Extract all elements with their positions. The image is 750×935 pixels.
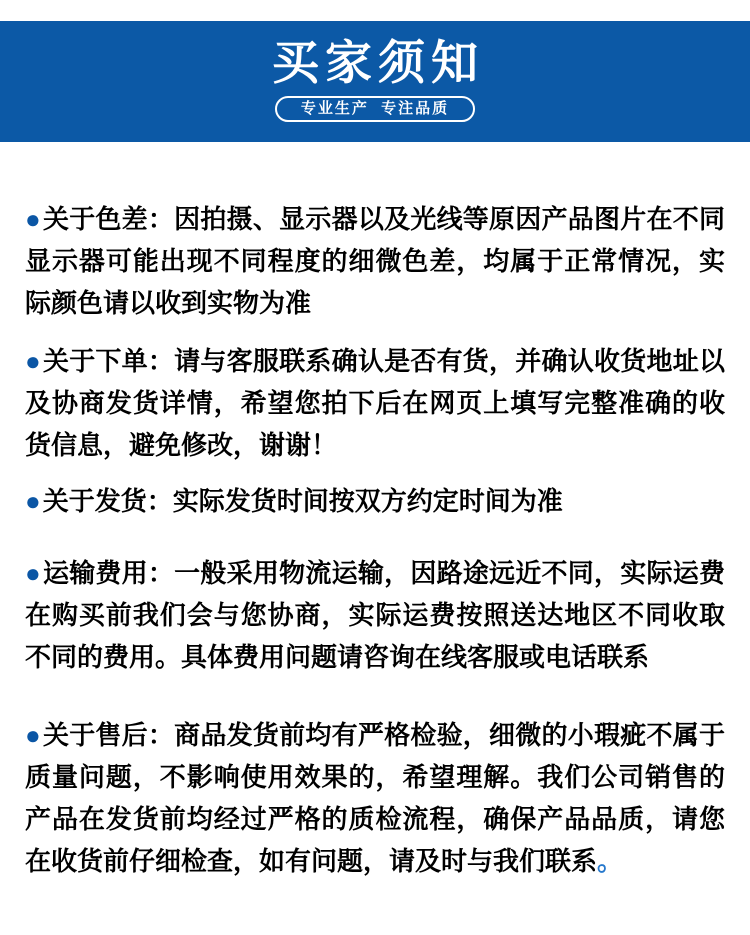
notice-text: 关于下单：请与客服联系确认是否有货，并确认收货地址以及协商发货详情，希望您拍下后在网页上填写完整准确的收货信息，避免修改，谢谢！ xyxy=(25,346,725,460)
header-banner xyxy=(0,21,750,142)
tagline-pill xyxy=(275,96,475,122)
notice-list xyxy=(0,198,750,882)
notice-item-shipping-time xyxy=(25,480,725,522)
notice-text: 关于色差：因拍摄、显示器以及光线等原因产品图片在不同显示器可能出现不同程度的细微色差，均属于正常情况，实际颜色请以收到实物为准 xyxy=(25,204,725,318)
bullet-icon: ● xyxy=(25,558,41,588)
notice-text: 关于售后：商品发货前均有严格检验，细微的小瑕疵不属于质量问题，不影响使用效果的，希望理解。我们公司销售的产品在发货前均经过严格的质检流程，确保产品品质，请您在收货前仔细检查，如有问题，请及时与我们联系 xyxy=(25,720,725,876)
bullet-icon: ● xyxy=(25,346,41,376)
notice-text-suffix: 。 xyxy=(597,846,624,876)
bullet-icon: ● xyxy=(25,204,41,234)
bullet-icon: ● xyxy=(25,720,41,750)
notice-item-freight-cost xyxy=(25,552,725,678)
notice-text: 运输费用：一般采用物流运输，因路途远近不同，实际运费在购买前我们会与您协商，实际运费按照送达地区不同收取不同的费用。具体费用问题请咨询在线客服或电话联系 xyxy=(25,558,725,672)
tagline-text: 专业生产 专注品质 xyxy=(300,100,450,117)
notice-text: 关于发货：实际发货时间按双方约定时间为准 xyxy=(42,486,563,516)
page-title: 买家须知 xyxy=(272,36,484,89)
notice-item-after-sales xyxy=(25,714,725,882)
notice-item-ordering xyxy=(25,340,725,466)
notice-item-color-difference xyxy=(25,198,725,324)
bullet-icon: ● xyxy=(25,486,41,516)
